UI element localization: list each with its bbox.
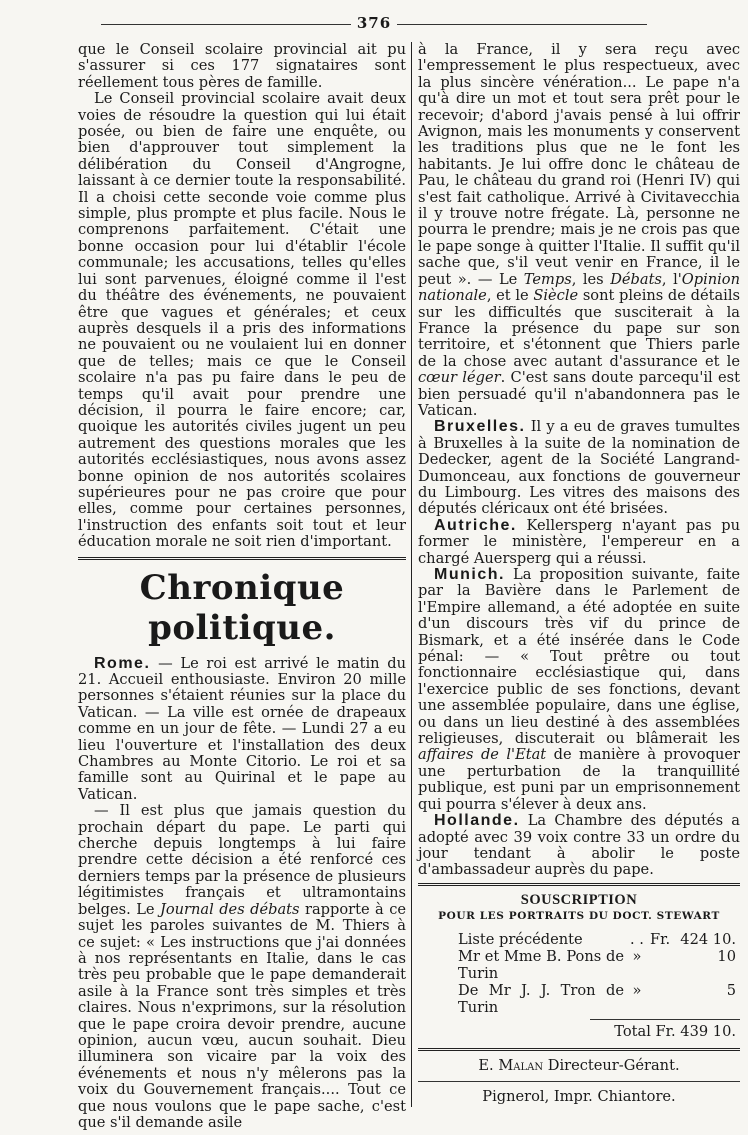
total-rule [590,1019,740,1020]
souscription-row: De Mr J. J. Tron de Turin » 5 [458,981,736,1016]
souscription-title: SOUSCRIPTION [520,891,638,908]
souscription-box [418,883,740,1040]
paragraph-bruxelles: Bruxelles. Il y a eu de graves tumultes à Bruxelles à la suite de la nomination de Dedecker, agent de la Société Langrand-Dumonceau, aux fonctions de gouverneur du Limbourg. Les vitres des maisons des députés cléricaux ont été brisées. [418,418,740,518]
paragraph-hollande: Hollande. La Chambre des députés a adopté avec 39 voix contre 33 un ordre du jour tendant à abolir le poste d'ambassadeur auprès du pape. [418,812,740,879]
directeur-gerant: E. Malan Directeur-Gérant. [478,1056,680,1074]
souscription-total: Total Fr. 439 10. [614,1022,736,1040]
rubric-bruxelles: Bruxelles. [434,418,526,436]
rubric-rome: Rome. [94,654,151,672]
right-column [418,42,740,1106]
paragraph-autriche: Autriche. Kellersperg n'ayant pas pu former le ministère, l'empereur en a chargé Auersperg qui a réussi. [418,516,740,567]
rubric-hollande: Hollande. [434,812,520,830]
footer-divider-thin [418,1081,740,1082]
paragraph-signataires: que le Conseil scolaire provincial ait pu s'assurer si ces 177 signataires sont réellement tous pères de famille. [78,41,406,91]
paragraph-thiers-continued: à la France, il y sera reçu avec l'empressement le plus respectueux, avec la plus sincère vénération... Le pape n'a qu'à dire un mot et tout sera prêt pour le recevoir; d'abord j'avais pensé à lui offrir Avignon, mais les monuments y conservent les traditions plus que ne le font les habitants. Je lui offre donc le château de Pau, le château du grand roi (Henri IV) qui s'est fait catholique. Arrivé à Civitavecchia il y trouve notre frégate. Là, personne ne pourra le prendre; mais je ne crois pas que le pape songe à quitter l'Italie. Il suffit qu'il sache que, s'il veut venir en France, il le peut ». — Le Temps, les Débats, l'Opinion nationale, et le Siècle sont pleins de détails sur les difficultés que susciterait à la France la présence du pape sur son territoire, et s'étonnent que Thiers parle de la chose avec autant d'assurance et le cœur léger. C'est sans doute parcequ'il est bien persuadé qu'il n'abandonnera pas le Vatican. [418,41,740,419]
paragraph-munich: Munich. La proposition suivante, faite par la Bavière dans le Parlement de l'Empire allemand, a été adoptée en suite d'un discours très vif du prince de Bismark, et a été insérée dans le Code pénal: — « Tout prêtre ou tout fonctionnaire ecclésiastique qui, dans l'exercice public de ses fonctions, devant une assemblée populaire, dans une église, ou dans un lieu destiné à des assemblées religieuses, discuterait ou blâmerait les affaires de l'Etat de manière à provoquer une perturbation de la tranquillité publique, est puni par un emprisonnement qui pourra s'élever à deux ans. [418,566,740,813]
left-column [78,42,406,1131]
journal-des-debats: Journal des débats [159,900,300,918]
footer-divider [418,1048,740,1051]
rubric-munich: Munich. [434,566,505,583]
section-divider [78,557,406,560]
paragraph-rome: Rome. — Le roi est arrivé le matin du 21. Accueil enthousiaste. Environ 20 mille personnes s'étaient réunies sur la place du Vatican. — La ville est ornée de drapeaux comme en un jour de fête. — Lundi 27 a eu lieu l'ouverture et l'installation des deux Chambres au Monte Citorio. Le roi et sa famille sont au Quirinal et le pape au Vatican. [78,654,406,803]
paragraph-depart-du-pape: — Il est plus que jamais question du prochain départ du pape. Le parti qui cherche depuis longtemps à lui faire prendre cette décision a été renforcé ces derniers temps par la présence de plusieurs légitimistes français et ultramontains belges. Le Journal des débats rapporte à ce sujet les paroles suivantes de M. Thiers à ce sujet: « Les instructions que j'ai données à nos représentants en Italie, dans le cas très peu probable que le pape demanderait asile à la France sont très simples et très claires. Nous n'exprimons, sur la résolution que le pape croira devoir prendre, aucune opinion, aucun vœu, aucun souhait. Dieu illuminera son vicaire par la voix des événements et nous n'y mêlerons pas la voix du Gouvernement français.... Tout ce que nous voulons que le pape sache, c'est que s'il demande asile [78,802,406,1131]
souscription-row: Mr et Mme B. Pons de Turin » 10 [458,947,736,982]
paragraph-conseil-provincial: Le Conseil provincial scolaire avait deux voies de résoudre la question qui lui était posée, ou bien de faire une enquête, ou bien d'approuver tout simplement la délibération du Conseil d'Angrogne, laissant à ce dernier toute la responsabilité. Il a choisi cette seconde voie comme plus simple, plus prompte et plus facile. Nous le comprenons parfaitement. C'était une bonne occasion pour lui d'établir l'école communale; les accusations, telles qu'elles lui sont parvenues, éloigné comme il l'est du théâtre des événements, ne pouvaient être que vagues et générales; et ceux auprès desquels il a pris des informations ne pouvaient ou ne voulaient lui en donner que de telles; mais ce que le Conseil scolaire n'a pas pu faire dans le peu de temps qu'il avait pour prendre une décision, il pourra le faire encore; car, quoique les autorités civiles jugent un peu autrement des questions morales que les autorités ecclésiastiques, nous avons assez bonne opinion de nos autorités scolaires supérieures pour ne pas croire que pour elles, comme pour certaines personnes, l'instruction des enfants soit tout et leur éducation morale ne soit rien d'important. [78,90,406,551]
rubric-autriche: Autriche. [434,516,517,534]
souscription-subtitle: POUR LES PORTRAITS DU DOCT. STEWART [438,910,720,923]
souscription-row: Liste précédente . . Fr. 424 10. [458,930,736,948]
section-title-chronique-politique: Chronique politique. [139,567,345,648]
page-number: 376 [0,14,748,32]
imprimerie-line: Pignerol, Impr. Chiantore. [482,1087,676,1105]
column-divider [411,42,412,1107]
